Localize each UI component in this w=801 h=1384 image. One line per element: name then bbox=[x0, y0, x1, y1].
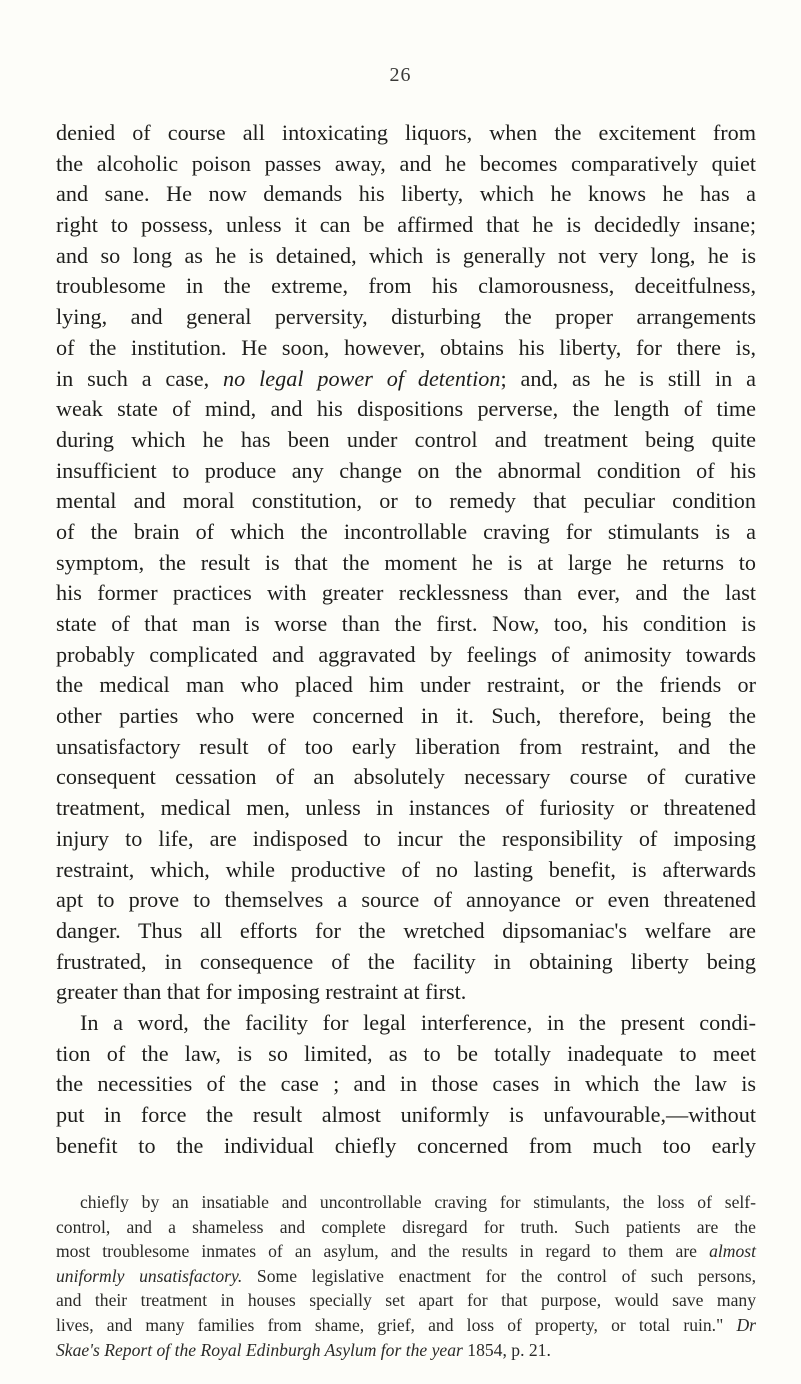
footnote bbox=[56, 1190, 756, 1362]
body-line-14: of the brain of which the incontrollable craving for stimulants is a bbox=[56, 518, 756, 544]
body-line-19: the medical man who placed him under restraint, or the friends or bbox=[56, 672, 756, 698]
body-line-29: greater than that for imposing restraint at first. bbox=[56, 979, 467, 1005]
footnote-line-1: chiefly by an insatiable and uncontrollable craving for stimulants, the loss of self- bbox=[80, 1192, 756, 1212]
body-line-9-end: ; and, as he is still in a bbox=[500, 365, 756, 391]
page-number: 26 bbox=[389, 64, 412, 86]
footnote-citation: Skae's Report of the Royal Edinburgh Asylum for the year bbox=[56, 1339, 463, 1360]
footnote-line-2: control, and a shameless and complete disregard for truth. Such patients are the bbox=[56, 1216, 756, 1237]
footnote-line-3 bbox=[56, 1239, 756, 1264]
body-line-23: treatment, medical men, unless in instances of furiosity or threatened bbox=[56, 795, 756, 821]
footnote-line-4-end: Some legislative enactment for the control of such persons, bbox=[242, 1265, 756, 1286]
body-line-17: state of that man is worse than the first. Now, too, his condition is bbox=[56, 611, 756, 636]
body-line-9-start: in such a case, bbox=[56, 365, 224, 391]
body-line-5: and so long as he is detained, which is generally not very long, he is bbox=[56, 242, 756, 268]
body-line-12: insufficient to produce any change on the abnormal condition of his bbox=[56, 457, 756, 483]
body-line-4: right to possess, unless it can be affirmed that he is decidedly insane; bbox=[56, 212, 756, 238]
body-line-24: injury to life, are indisposed to incur the responsibility of imposing bbox=[56, 825, 756, 851]
body-line-10: weak state of mind, and his dispositions perverse, the length of time bbox=[56, 396, 756, 422]
body-line-26: apt to prove to themselves a source of annoyance or even threatened bbox=[56, 887, 756, 913]
body-line-31: tion of the law, is so limited, as to be totally inadequate to meet bbox=[56, 1040, 756, 1066]
footnote-citation-end: 1854, p. 21. bbox=[462, 1339, 551, 1360]
body-line-7: lying, and general perversity, disturbing the proper arrangements bbox=[56, 304, 756, 330]
footnote-emphasis-dr: Dr bbox=[736, 1314, 756, 1335]
footnote-line-7 bbox=[56, 1338, 756, 1363]
body-line-18: probably complicated and aggravated by feelings of animosity towards bbox=[56, 641, 756, 667]
body-line-33: put in force the result almost uniformly is unfavourable,—without bbox=[56, 1102, 756, 1127]
emphasis-no-legal-power: no legal power of detention bbox=[223, 365, 501, 391]
body-line-3: and sane. He now demands his liberty, which he knows he has a bbox=[56, 181, 756, 207]
footnote-line-5: and their treatment in houses specially set apart for that purpose, would save many bbox=[56, 1290, 756, 1311]
body-line-34: benefit to the individual chiefly concerned from much too early bbox=[56, 1132, 756, 1158]
body-line-16: his former practices with greater recklessness than ever, and the last bbox=[56, 580, 756, 606]
body-line-2: the alcoholic poison passes away, and he becomes comparatively quiet bbox=[56, 150, 756, 176]
body-text bbox=[56, 118, 756, 1161]
body-line-27: danger. Thus all efforts for the wretched dipsomaniac's welfare are bbox=[56, 917, 756, 943]
footnote-line-6-start: lives, and many families from shame, grief, and loss of property, or total ruin." bbox=[56, 1314, 737, 1335]
footnote-line-4 bbox=[56, 1264, 756, 1289]
body-line-21: unsatisfactory result of too early liberation from restraint, and the bbox=[56, 733, 756, 759]
body-line-15: symptom, the result is that the moment he is at large he returns to bbox=[56, 549, 756, 575]
body-line-20: other parties who were concerned in it. Such, therefore, being the bbox=[56, 703, 756, 729]
body-line-11: during which he has been under control and treatment being quite bbox=[56, 426, 756, 452]
body-line-30: In a word, the facility for legal interference, in the present condi- bbox=[80, 1009, 756, 1035]
body-line-32: the necessities of the case ; and in those cases in which the law is bbox=[56, 1071, 756, 1097]
body-line-1: denied of course all intoxicating liquors, when the excitement from bbox=[56, 120, 756, 145]
footnote-emphasis-unsatisfactory: uniformly unsatisfactory. bbox=[56, 1265, 243, 1286]
body-line-22: consequent cessation of an absolutely necessary course of curative bbox=[56, 764, 756, 790]
body-line-28: frustrated, in consequence of the facility in obtaining liberty being bbox=[56, 948, 756, 974]
body-line-13: mental and moral constitution, or to remedy that peculiar condition bbox=[56, 488, 756, 514]
body-line-25: restraint, which, while productive of no lasting benefit, is afterwards bbox=[56, 856, 756, 882]
footnote-line-6 bbox=[56, 1313, 756, 1338]
footnote-emphasis-almost: almost bbox=[709, 1241, 756, 1262]
body-line-6: troublesome in the extreme, from his clamorousness, deceitfulness, bbox=[56, 273, 756, 299]
footnote-line-3-start: most troublesome inmates of an asylum, and the results in regard to them are bbox=[56, 1241, 710, 1262]
body-line-9 bbox=[56, 364, 756, 395]
body-line-8: of the institution. He soon, however, obtains his liberty, for there is, bbox=[56, 334, 756, 360]
